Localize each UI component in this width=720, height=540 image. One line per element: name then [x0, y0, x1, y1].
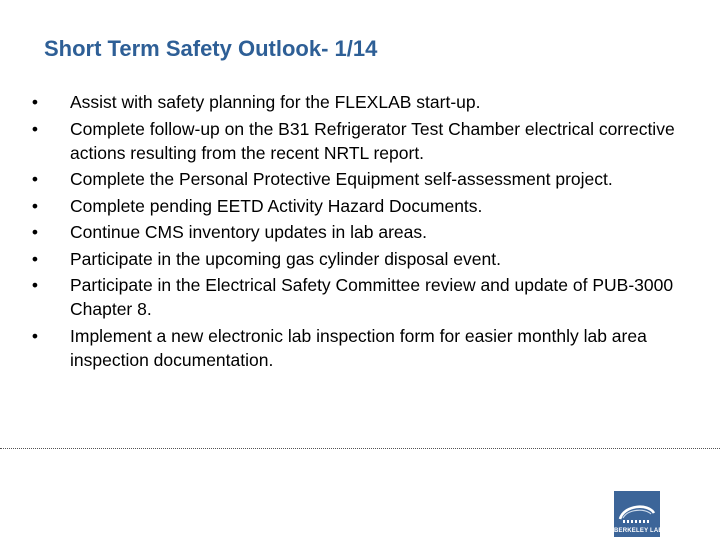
- bullet-item: [28, 247, 688, 271]
- bullet-icon: •: [31, 118, 39, 139]
- bullet-text: Participate in the upcoming gas cylinder disposal event.: [70, 248, 501, 269]
- bullet-item: [28, 194, 688, 218]
- bullet-item: [28, 220, 688, 244]
- bullet-text: Complete the Personal Protective Equipment self-assessment project.: [70, 169, 613, 189]
- bullet-icon: •: [31, 169, 39, 189]
- bullet-text: Participate in the Electrical Safety Committee review and update of PUB-3000 Chapter 8.: [70, 275, 674, 319]
- bullet-icon: •: [31, 248, 39, 269]
- bullet-text: Complete follow-up on the B31 Refrigerator Test Chamber electrical corrective actions resulting from the recent NRTL report.: [70, 118, 675, 163]
- bullet-item: [28, 273, 688, 321]
- bullet-list: [28, 90, 688, 374]
- footer-divider: [0, 448, 720, 449]
- berkeley-lab-logo: [614, 491, 663, 537]
- bullet-item: [28, 167, 688, 191]
- logo-text: BERKELEY LAB: [614, 528, 663, 534]
- bullet-icon: •: [31, 275, 39, 295]
- bullet-icon: •: [31, 92, 39, 112]
- bullet-icon: •: [31, 195, 39, 216]
- bullet-item: [28, 324, 688, 372]
- slide-title: Short Term Safety Outlook- 1/14: [44, 36, 378, 61]
- bullet-icon: •: [31, 325, 39, 346]
- bullet-item: [28, 117, 688, 165]
- bullet-item: [28, 90, 688, 114]
- bullet-text: Implement a new electronic lab inspection form for easier monthly lab area inspection documentation.: [70, 325, 647, 370]
- bullet-text: Continue CMS inventory updates in lab areas.: [70, 222, 428, 242]
- bullet-icon: •: [31, 222, 39, 242]
- bullet-text: Assist with safety planning for the FLEXLAB start-up.: [70, 92, 481, 112]
- bullet-text: Complete pending EETD Activity Hazard Documents.: [70, 195, 483, 216]
